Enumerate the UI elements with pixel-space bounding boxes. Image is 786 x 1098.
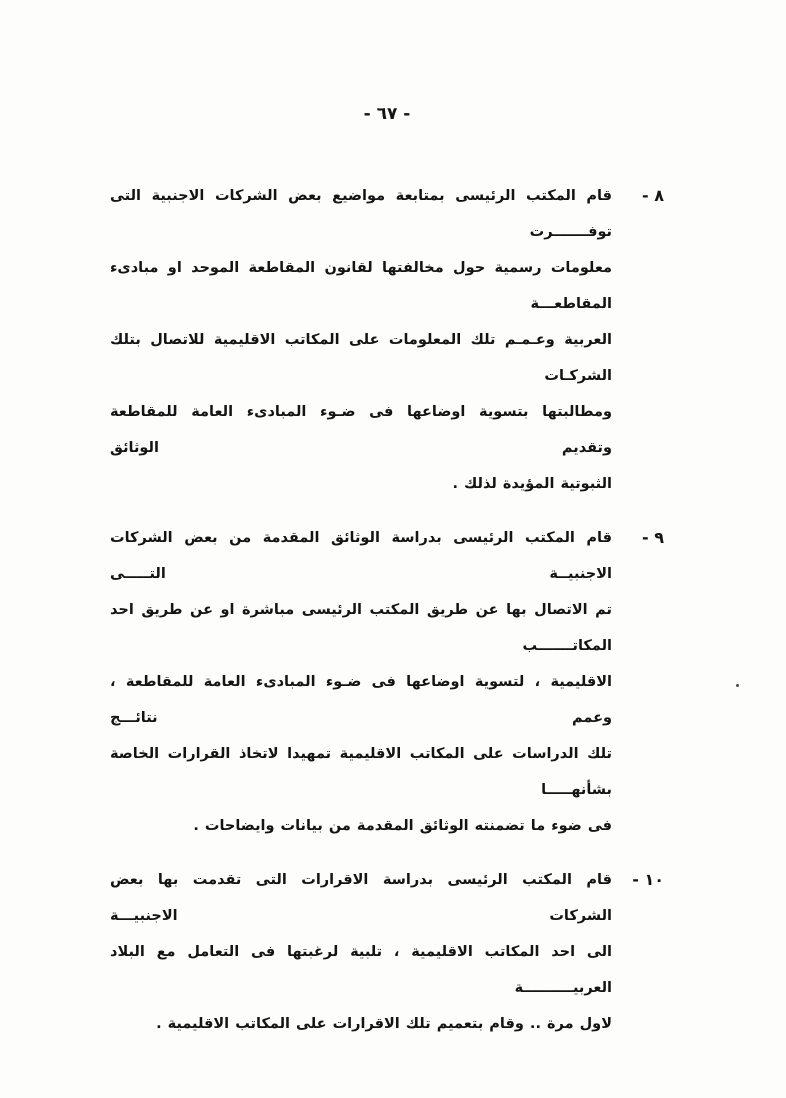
text-line: معلومات رسمية حول مخالفتها لقانون المقاطعة الموحد او مبادىء المقاطعـــة	[110, 260, 612, 312]
paragraph-10-marker: ١٠ -	[632, 870, 664, 889]
text-line: تم الاتصال بها عن طريق المكتب الرئيسى مباشرة او عن طريق احد المكاتـــــــب	[110, 602, 612, 654]
text-line: العربية وعـمـم تلك المعلومات على المكاتب الاقليمية للاتصال بتلك الشركـات	[110, 332, 612, 384]
text-line: فى ضوء ما تضمنته الوثائق المقدمة من بيانات وايضاحات .	[193, 818, 612, 834]
text-line: الثبوتية المؤيدة لذلك .	[452, 476, 612, 492]
paragraph-10	[110, 862, 664, 1042]
paragraph-8-text	[110, 178, 612, 502]
paragraph-9-marker: ٩ -	[642, 528, 664, 547]
paragraph-9-text	[110, 520, 612, 844]
text-line: ومطالبتها بتسوية اوضاعها فى ضـوء المبادىء العامة للمقاطعة وتقديم الوثائق	[110, 404, 612, 456]
text-line: تلك الدراسات على المكاتب الاقليمية تمهيدا لاتخاذ القرارات الخاصة بشأنهـــــا	[110, 746, 612, 798]
text-line: لاول مرة .. وقام بتعميم تلك الاقرارات على المكاتب الاقليمية .	[156, 1016, 612, 1032]
paragraph-10-text	[110, 862, 612, 1042]
text-line: الاقليمية ، لتسوية اوضاعها فى ضـوء المبادىء العامة للمقاطعة ، وعمم نتائـــج	[110, 674, 612, 726]
paragraph-9	[110, 520, 664, 844]
scan-speck	[736, 684, 739, 687]
text-line: قام المكتب الرئيسى بدراسة الاقرارات التى تقدمت بها بعض الشركات الاجنبيـــة	[110, 872, 612, 924]
page-number: - ٦٧ -	[363, 104, 411, 124]
text-line: الى احد المكاتب الاقليمية ، تلبية لرغبتها فى التعامل مع البلاد العربيــــــــــة	[110, 944, 612, 996]
paragraph-8	[110, 178, 664, 502]
paragraph-8-marker: ٨ -	[642, 186, 664, 205]
text-line: قام المكتب الرئيسى بدراسة الوثائق المقدمة من بعض الشركات الاجنبيــة التـــــى	[110, 530, 612, 582]
text-line: قام المكتب الرئيسى بمتابعة مواضيع بعض الشركات الاجنبية التى توفـــــــرت	[110, 188, 612, 240]
